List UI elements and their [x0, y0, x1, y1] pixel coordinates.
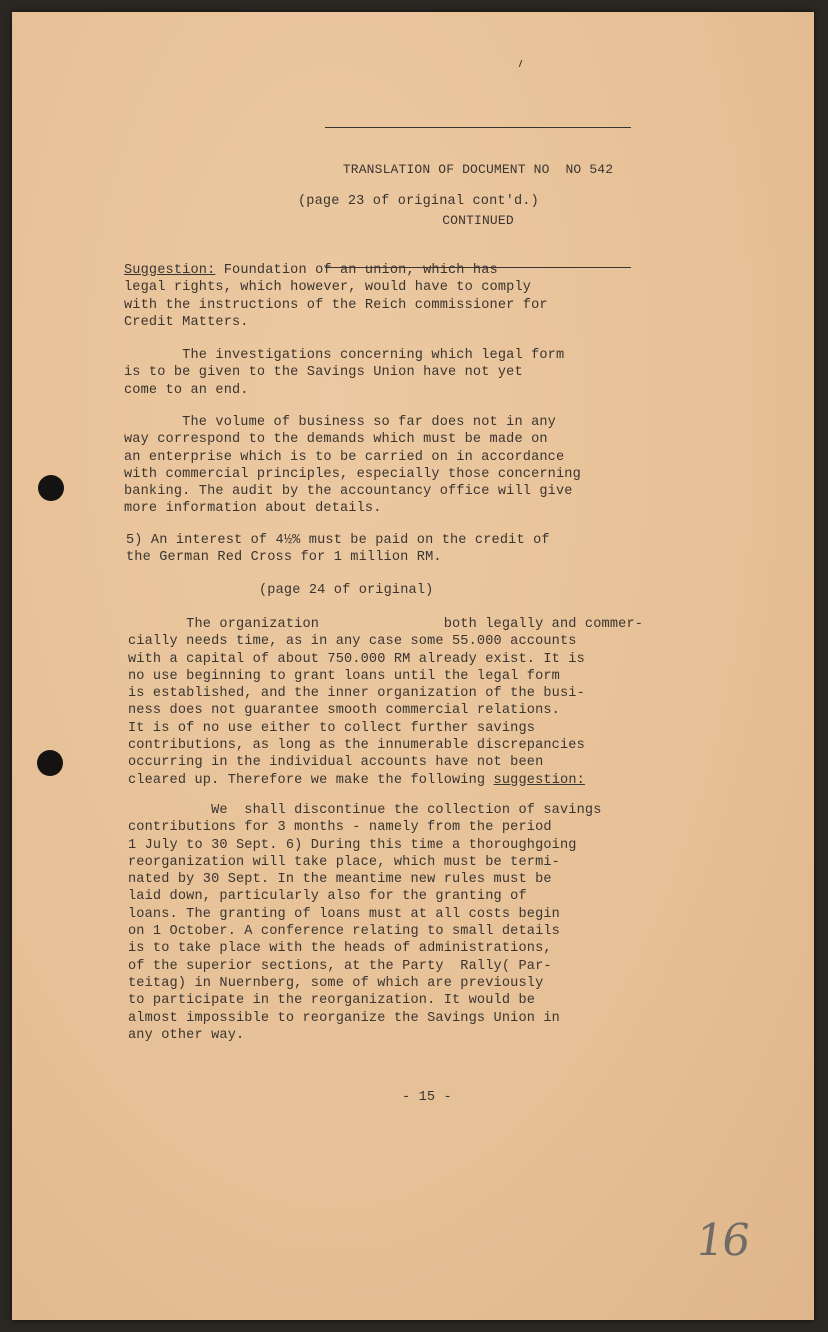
page-number: - 15 -	[402, 1090, 452, 1105]
paragraph-line: It is of no use either to collect further savings	[128, 720, 536, 736]
paragraph-line: The investigations concerning which legal form	[124, 348, 565, 363]
punch-hole-upper	[38, 475, 64, 501]
suggestion-underlined: suggestion:	[493, 772, 585, 788]
paragraph-line: almost impossible to reorganize the Savings Union in	[128, 1010, 560, 1026]
paragraph-line: The organization both legally and commer-	[128, 617, 644, 632]
page-reference-24: (page 24 of original)	[259, 583, 434, 598]
paragraph-line: laid down, particularly also for the granting of	[128, 889, 527, 905]
paragraph-line: is to be given to the Savings Union have not yet	[124, 365, 523, 381]
paragraph-discontinue	[128, 802, 602, 1044]
paragraph-suggestion	[124, 262, 548, 331]
paragraph-line	[124, 262, 548, 279]
paragraph-line: ness does not guarantee smooth commercial relations.	[128, 703, 560, 719]
paragraph-line: with a capital of about 750.000 RM already exist. It is	[128, 651, 585, 667]
suggestion-lead: Suggestion:	[124, 263, 216, 278]
paragraph-line: 5) An interest of 4½% must be paid on the credit of	[126, 533, 550, 548]
paragraph-line: is established, and the inner organization of the busi-	[128, 686, 585, 702]
paragraph-line: reorganization will take place, which must be termi-	[128, 854, 560, 870]
paragraph-line: cially needs time, as in any case some 55.000 accounts	[128, 634, 577, 650]
paragraph-line: The volume of business so far does not in any	[124, 415, 556, 430]
paragraph-line: occurring in the individual accounts have not been	[128, 755, 544, 771]
paragraph-line: the German Red Cross for 1 million RM.	[126, 550, 442, 566]
paragraph-line: banking. The audit by the accountancy office will give	[124, 484, 573, 500]
paragraph-line	[128, 772, 643, 789]
heading-subtitle: CONTINUED	[442, 212, 514, 228]
paragraph-line: way correspond to the demands which must be made on	[124, 432, 548, 448]
paragraph-line: with commercial principles, especially those concerning	[124, 466, 581, 482]
paragraph-line: contributions for 3 months - namely from the period	[128, 820, 552, 836]
paragraph-line: come to an end.	[124, 382, 249, 398]
paragraph-line: teitag) in Nuernberg, some of which are previously	[128, 975, 544, 991]
paragraph-line: is to take place with the heads of administrations,	[128, 941, 552, 957]
paragraph-line: on 1 October. A conference relating to small details	[128, 924, 560, 940]
paragraph-line: legal rights, which however, would have to comply	[124, 280, 532, 296]
page-reference-23: (page 23 of original cont'd.)	[298, 194, 539, 209]
paragraph-interest	[126, 532, 550, 567]
handwritten-page-number: 16	[692, 1215, 752, 1266]
paragraph-investigations	[124, 347, 564, 399]
paragraph-line: Credit Matters.	[124, 314, 249, 330]
punch-hole-lower	[37, 750, 63, 776]
last-line-prefix: cleared up. Therefore we make the following	[128, 772, 494, 788]
heading-top-rule	[325, 127, 631, 128]
paragraph-line: We shall discontinue the collection of savings	[128, 803, 602, 818]
paragraph-organization	[128, 616, 643, 789]
suggestion-rest: Foundation of an union, which has	[215, 263, 498, 278]
document-heading	[325, 92, 631, 286]
paragraph-volume-of-business	[124, 414, 581, 518]
paragraph-line: any other way.	[128, 1027, 245, 1043]
paragraph-line: nated by 30 Sept. In the meantime new rules must be	[128, 872, 552, 888]
paragraph-line: contributions, as long as the innumerable discrepancies	[128, 738, 585, 754]
paragraph-line: of the superior sections, at the Party Rally( Par-	[128, 958, 552, 974]
paragraph-line: with the instructions of the Reich commissioner for	[124, 297, 548, 313]
paragraph-line: to participate in the reorganization. It would be	[128, 993, 536, 1009]
paragraph-line: no use beginning to grant loans until the legal form	[128, 668, 560, 684]
paragraph-line: more information about details.	[124, 501, 382, 517]
paragraph-line: an enterprise which is to be carried on in accordance	[124, 449, 565, 465]
paragraph-line: 1 July to 30 Sept. 6) During this time a thoroughgoing	[128, 837, 577, 853]
heading-title: TRANSLATION OF DOCUMENT NO NO 542	[342, 162, 614, 178]
paragraph-line: loans. The granting of loans must at all costs begin	[128, 906, 560, 922]
